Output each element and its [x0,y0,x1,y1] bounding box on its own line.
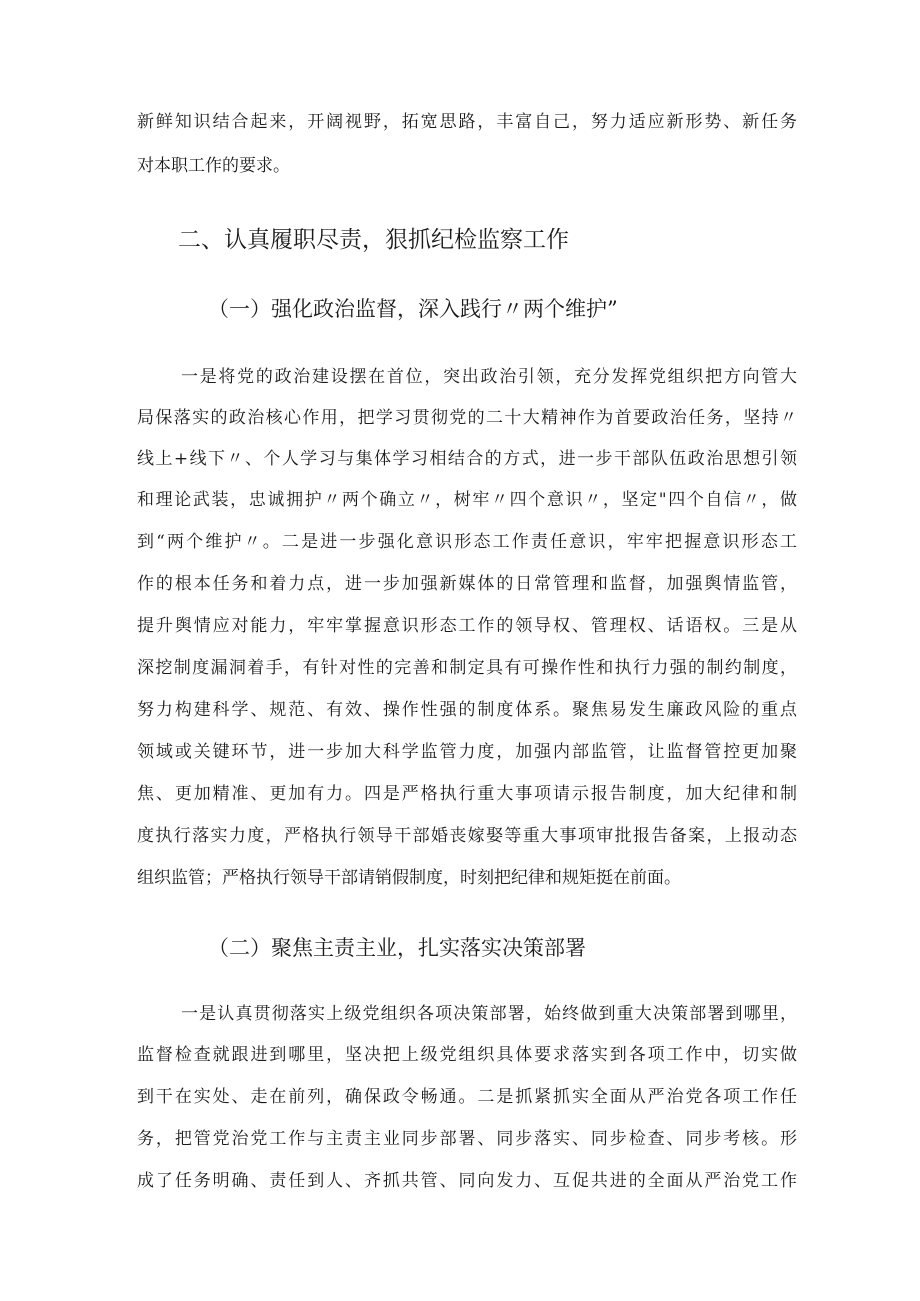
paragraph-line: 焦、更加精准、更加有力。四是严格执行重大事项请示报告制度，加大纪律和制 [137,784,797,804]
paragraph-line: 局保落实的政治核心作用，把学习贯彻党的二十大精神作为首要政治任务，坚持〃 [137,408,797,428]
paragraph-line: 成了任务明确、责任到人、齐抓共管、同向发力、互促共进的全面从严治党工作 [137,1171,797,1191]
subsection-heading-1: （一）强化政治监督，深入践行〃两个维护” [208,297,618,321]
paragraph-line: 领域或关键环节，进一步加大科学监管力度，加强内部监管，让监督管控更加聚 [137,742,797,762]
paragraph-line: 到“两个维护〃。二是进一步强化意识形态工作责任意识，牢牢把握意识形态工 [137,532,797,552]
paragraph-line: 和理论武装，忠诚拥护〃两个确立〃，树牢〃四个意识〃，坚定"四个自信〃，做 [137,490,797,510]
section-heading: 二、认真履职尽责，狠抓纪检监察工作 [178,227,569,253]
paragraph-line: 深挖制度漏洞着手，有针对性的完善和制定具有可操作性和执行力强的制约制度， [137,658,797,678]
paragraph-line: 监督检查就跟进到哪里，坚决把上级党组织具体要求落实到各项工作中，切实做 [137,1045,797,1065]
paragraph-line: 作的根本任务和着力点，进一步加强新媒体的日常管理和监督，加强舆情监管， [137,574,797,594]
paragraph-line: 度执行落实力度，严格执行领导干部婚丧嫁娶等重大事项审批报告备案，上报动态 [137,826,797,846]
paragraph-line: 对本职工作的要求。 [137,156,290,176]
paragraph-line: 组织监管；严格执行领导干部请销假制度，时刻把纪律和规矩挺在前面。 [137,868,681,888]
paragraph-line: 到干在实处、走在前列，确保政令畅通。二是抓紧抓实全面从严治党各项工作任 [137,1087,797,1107]
paragraph-line: 努力构建科学、规范、有效、操作性强的制度体系。聚焦易发生廉政风险的重点 [137,700,797,720]
paragraph-line: 一是将党的政治建设摆在首位，突出政治引领，充分发挥党组织把方向管大 [181,367,797,387]
paragraph-line: 新鲜知识结合起来，开阔视野，拓宽思路，丰富自己，努力适应新形势、新任务 [137,112,797,132]
paragraph-line: 一是认真贯彻落实上级党组织各项决策部署，始终做到重大决策部署到哪里， [181,1004,797,1024]
subsection-heading-2: （二）聚焦主责主业，扎实落实决策部署 [208,936,586,960]
paragraph-line: 务，把管党治党工作与主责主业同步部署、同步落实、同步检查、同步考核。形 [137,1129,797,1149]
paragraph-line: 线上+线下〃、个人学习与集体学习相结合的方式，进一步干部队伍政治思想引领 [137,449,797,469]
paragraph-line: 提升舆情应对能力，牢牢掌握意识形态工作的领导权、管理权、话语权。三是从 [137,616,797,636]
